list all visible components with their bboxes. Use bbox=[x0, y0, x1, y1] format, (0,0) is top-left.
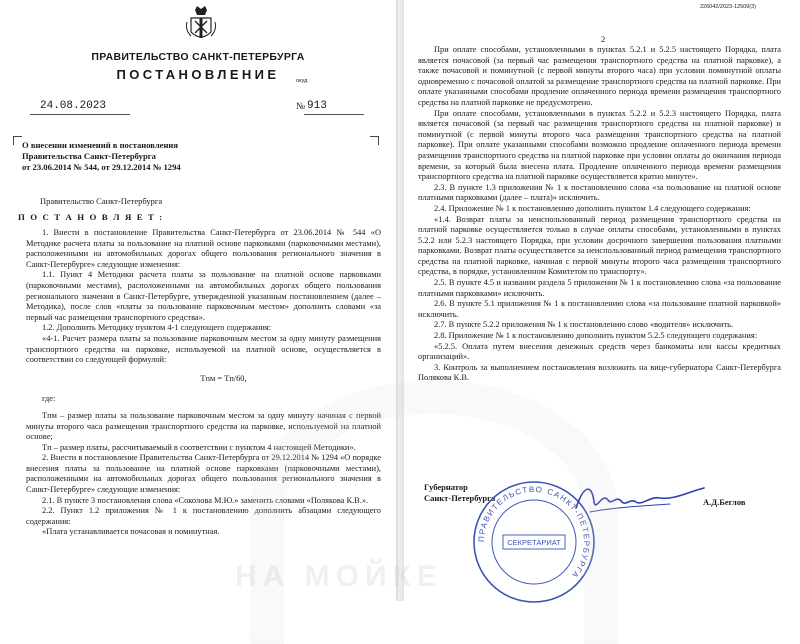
number-sign: № bbox=[296, 102, 306, 112]
paragraph: 2.1. В пункте 3 постановления слова «Соколова М.Ю.» заменить словами «Полякова К.В.». bbox=[42, 495, 369, 505]
okud-label: окуд bbox=[296, 78, 308, 84]
paragraph: «Плата устанавливается почасовая и поминутная. bbox=[42, 527, 220, 537]
paragraph: 2.4. Приложение № 1 к постановлению дополнить пунктом 1.4 следующего содержания: bbox=[434, 203, 751, 213]
paragraph: 1.1. Пункт 4 Методики расчета платы за пользование на платной основе парковками (парковочными местами), расположенными на автомобильных дорогах общего пользования регионального значения в Санкт-Петербурге, утвержденной указанным постановлением (далее – Методика), после слов «платы за пользование парковочным местом» дополнить словами «за первый час размещения транспортного средства». bbox=[26, 270, 381, 322]
signatory-name: А.Д.Беглов bbox=[703, 497, 746, 507]
title-line: Правительства Санкт-Петербурга bbox=[22, 150, 156, 161]
title-corner-mark-left bbox=[13, 136, 22, 145]
paragraph: 2.5. В пункте 4.5 и названии раздела 5 приложения № 1 к постановлению слова «за пользование платными парковками» исключить. bbox=[418, 278, 781, 298]
where-label: где: bbox=[42, 394, 56, 404]
issuer-line: Правительство Санкт-Петербурга bbox=[40, 196, 163, 206]
decree-title bbox=[22, 140, 322, 172]
paragraph: 2. Внести в постановление Правительства Санкт-Петербурга от 29.12.2014 № 1294 «О порядке внесения платы за пользование на платной основе парковками (парковочными местами), расположенными на автомобильных дорогах общего пользования регионального значения в Санкт-Петербурге» следующие изменения: bbox=[26, 453, 381, 495]
coat-of-arms-emblem bbox=[183, 4, 219, 44]
document-code: 226042/2023-12509(3) bbox=[700, 4, 756, 10]
seal-center-text: СЕКРЕТАРИАТ bbox=[507, 538, 561, 547]
formula: Tпм = Tп/60, bbox=[200, 373, 247, 383]
paragraph: При оплате способами, установленными в пунктах 5.2.1 и 5.2.5 настоящего Порядка, плата является почасовой (за первый час размещения транспортного средства на платной парковке), а также почасовой и поминутной (с первой минуты второго часа) при условии поминутной оплаты одновременно с почасовой оплатой за размещение транспортного средства на платной парковке. При оплате указанными способами продление оплаченного периода времени размещения транспортного средства на платной парковке не предусмотрено. bbox=[418, 45, 781, 107]
signatory-title-line: Губернатор bbox=[424, 482, 468, 492]
title-line: от 23.06.2014 № 544, от 29.12.2014 № 1294 bbox=[22, 161, 181, 172]
decree-date: 24.08.2023 bbox=[40, 100, 107, 112]
paragraph: 2.2. Пункт 1.2 приложения № 1 к постановлению дополнить абзацами следующего содержания: bbox=[26, 506, 381, 526]
page-number: 2 bbox=[601, 34, 606, 44]
paragraph: «5.2.5. Оплата путем внесения денежных средств через банкоматы или кассы кредитных организаций». bbox=[418, 341, 781, 362]
paragraph: 2.8. Приложение № 1 к постановлению дополнить пунктом 5.2.5 следующего содержания: bbox=[434, 331, 758, 341]
right-body-text bbox=[418, 45, 781, 384]
paragraph: Tп – размер платы, рассчитываемый в соответствии с пунктом 4 настоящей Методики». bbox=[42, 442, 356, 452]
number-underline bbox=[304, 114, 364, 115]
page-1 bbox=[0, 0, 396, 601]
signatory-title-line: Санкт-Петербурга bbox=[424, 492, 496, 503]
page-gutter bbox=[396, 0, 404, 601]
decree-number: 913 bbox=[307, 100, 327, 112]
resolves-heading: П О С Т А Н О В Л Я Е Т : bbox=[18, 212, 164, 222]
paragraph: «4-1. Расчет размера платы за пользование парковочным местом за одну минуту размещения транспортного средства на парковке, используемой на платной основе, осуществляется в соответствии со следующей формулой: bbox=[26, 333, 381, 365]
handwritten-signature bbox=[570, 478, 710, 522]
paragraph: Tпм – размер платы за пользование парковочным местом за одну минуту начиная с первой минуты второго часа размещения транспортного средства на парковке, используемой на платной основе; bbox=[26, 410, 381, 442]
seal-ring-text: ПРАВИТЕЛЬСТВО САНКТ-ПЕТЕРБУРГА bbox=[476, 484, 592, 581]
paragraph: «1.4. Возврат платы за неиспользованный период размещения транспортного средства на платной парковке осуществляется только в случае оплаты способами, установленными в пунктах 5.2.2 или 5.2.3 настоящего Порядка, при условии досрочного завершения пользования платными парковками. Возврат платы осуществляется за неиспользованный период размещения транспортного средства на платной парковке, начиная с первой минуты второго часа размещения транспортного средства, в порядке, установленном Комитетом по транспорту». bbox=[418, 214, 781, 277]
government-heading: ПРАВИТЕЛЬСТВО САНКТ-ПЕТЕРБУРГА bbox=[91, 51, 305, 63]
paragraph: 2.6. В пункте 5.1 приложения № 1 к постановлению слова «за пользование платной парковкой» исключить. bbox=[418, 299, 781, 319]
left-body-text bbox=[26, 228, 381, 538]
date-underline bbox=[30, 114, 130, 115]
paragraph: 1. Внести в постановление Правительства Санкт-Петербурга от 23.06.2014 № 544 «О Методике расчета платы за пользование на платной основе парковками (парковочными местами), расположенными на автомобильных дорогах общего пользования регионального значения в Санкт-Петербурге» следующие изменения: bbox=[26, 228, 381, 269]
watermark: НА МОЙКЕ bbox=[235, 560, 443, 593]
decree-heading: ПОСТАНОВЛЕНИЕ bbox=[116, 67, 280, 82]
title-corner-mark-right bbox=[370, 136, 379, 145]
title-line: О внесении изменений в постановления bbox=[22, 140, 179, 150]
paragraph: 2.7. В пункте 5.2.2 приложения № 1 к постановлению слово «водителя» исключить. bbox=[434, 320, 734, 330]
paragraph: 3. Контроль за выполнением постановления возложить на вице-губернатора Санкт-Петербурга Полякова К.В. bbox=[418, 362, 781, 383]
paragraph: 2.3. В пункте 1.3 приложения № 1 к постановлению слова «за пользование на платной основе платными парковками (далее – плата)» исключить. bbox=[418, 182, 781, 203]
paragraph: 1.2. Дополнить Методику пунктом 4-1 следующего содержания: bbox=[42, 323, 272, 333]
paragraph: При оплате способами, установленными в пунктах 5.2.2 и 5.2.3 настоящего Порядка, плата является почасовой (за первый час размещения транспортного средства на платной парковке) и поминутной (с первой минуты второго часа размещения транспортного средства на платной парковке). При оплате указанными способами возможно продление оплаченного периода времени размещения транспортного средства на платной парковке при условии оплаты до окончания периода времени, за который была внесена плата. Продление оплаченного периода времени размещения транспортного средства на платной парковке осуществляется кратно минуте». bbox=[418, 108, 781, 182]
